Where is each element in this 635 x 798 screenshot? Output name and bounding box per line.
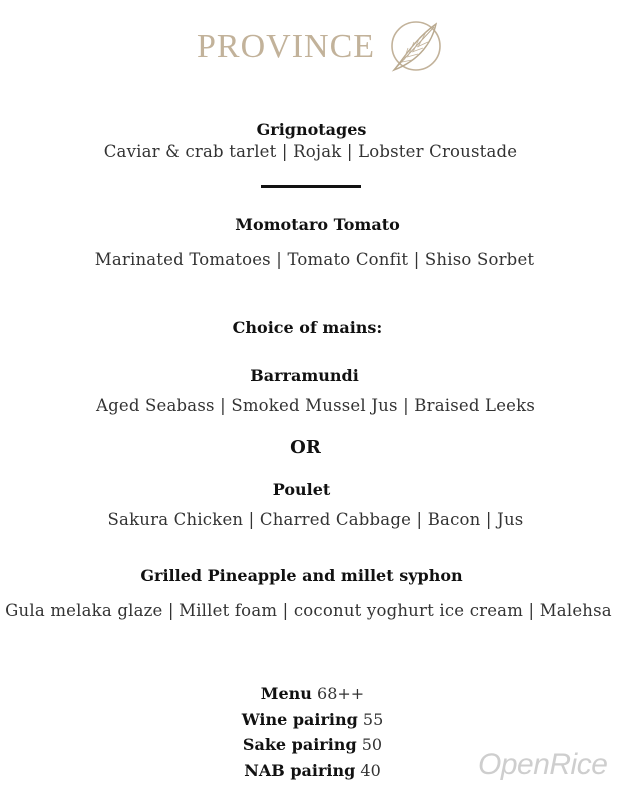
price-value: 40	[360, 761, 381, 780]
price-value: 68++	[317, 684, 365, 703]
dessert-items: Gula melaka glaze | Millet foam | coconut yoghurt ice cream | Malehsa	[5, 601, 612, 620]
grignotages-items: Caviar & crab tarlet | Rojak | Lobster Croustade	[103, 142, 518, 161]
mains-heading: Choice of mains:	[232, 318, 383, 337]
leaf-logo-icon	[386, 18, 442, 76]
price-row-menu	[0, 684, 630, 703]
poulet-items: Sakura Chicken | Charred Cabbage | Bacon | Jus	[107, 510, 524, 529]
or-separator: OR	[290, 437, 321, 458]
price-label: Sake pairing	[242, 735, 357, 754]
momotaro-heading: Momotaro Tomato	[235, 215, 400, 234]
price-value: 50	[361, 735, 383, 754]
section-divider	[261, 185, 361, 188]
price-label: Wine pairing	[241, 710, 358, 729]
grignotages-heading: Grignotages	[256, 120, 367, 139]
price-label: NAB pairing	[244, 761, 356, 780]
poulet-heading: Poulet	[272, 480, 331, 499]
price-label: Menu	[260, 684, 312, 703]
barramundi-items: Aged Seabass | Smoked Mussel Jus | Braised Leeks	[95, 396, 535, 415]
brand-logo-text: PROVINCE	[197, 28, 376, 65]
dessert-heading: Grilled Pineapple and millet syphon	[140, 566, 463, 585]
barramundi-heading: Barramundi	[250, 366, 359, 385]
momotaro-items: Marinated Tomatoes | Tomato Confit | Shiso Sorbet	[94, 250, 535, 269]
price-row-wine	[0, 710, 630, 729]
price-value: 55	[362, 710, 384, 729]
openrice-watermark: OpenRice	[478, 748, 608, 781]
